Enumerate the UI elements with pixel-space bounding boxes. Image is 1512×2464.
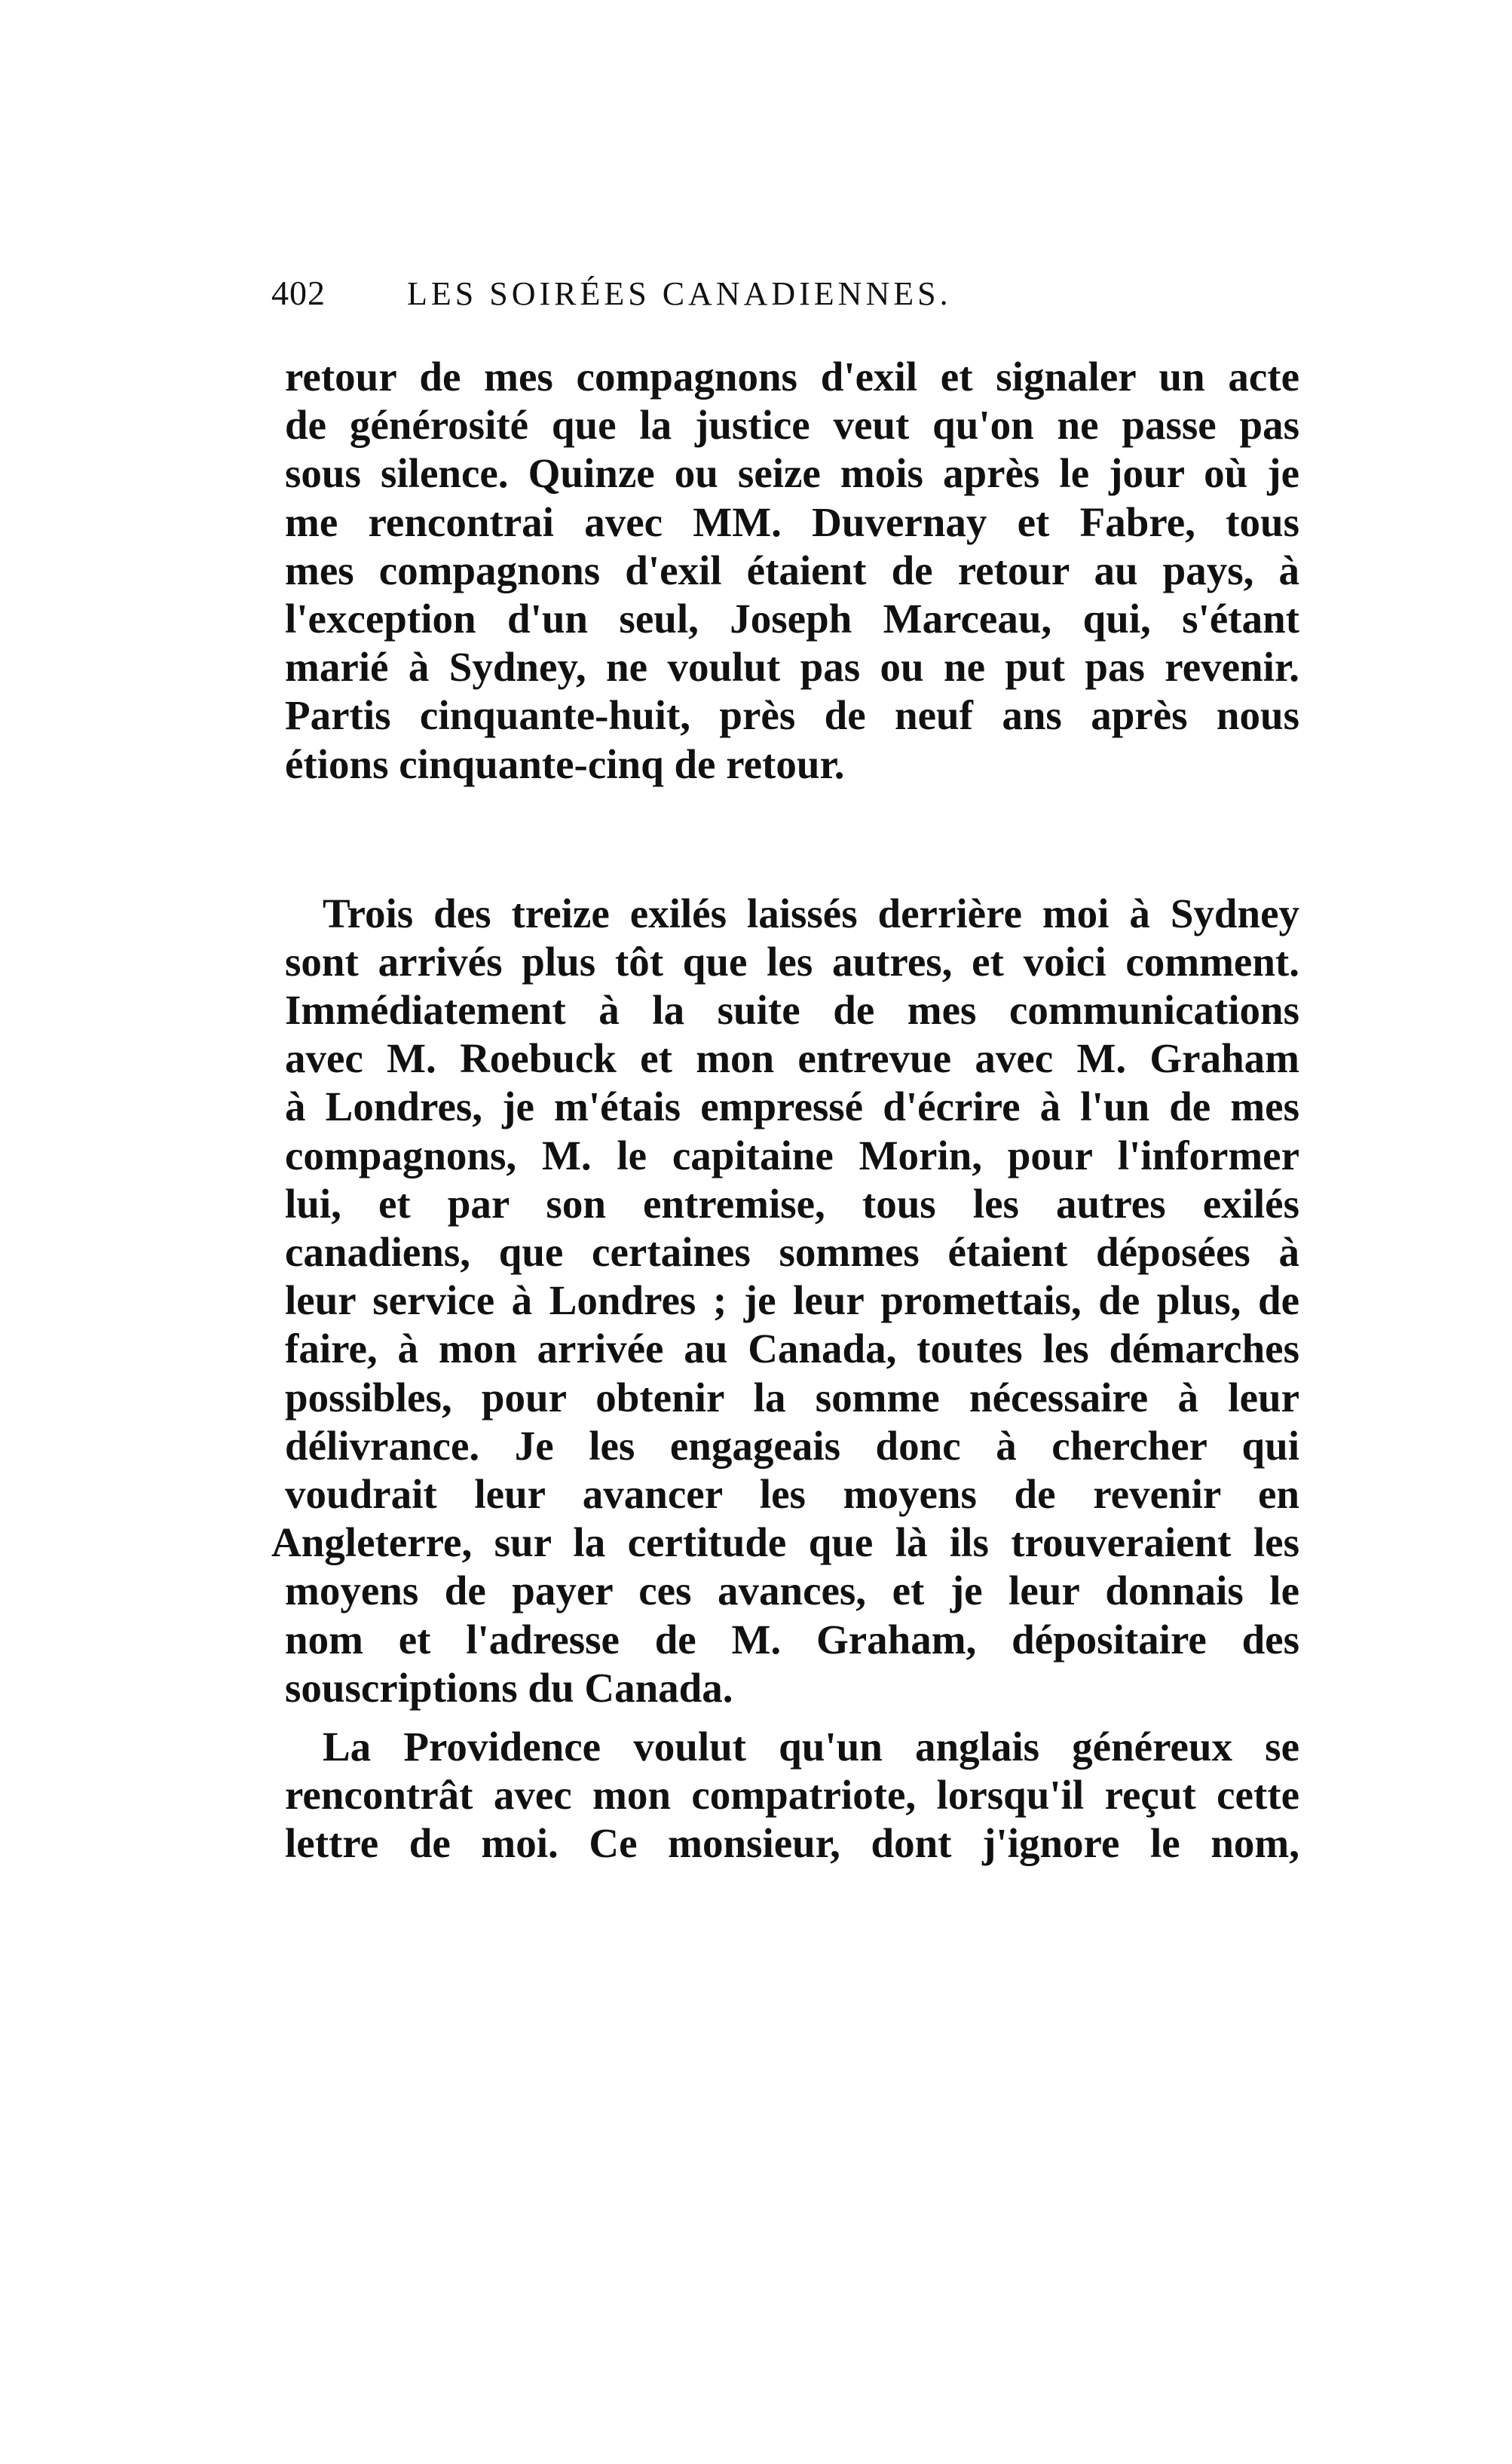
paragraph-spacer [285,1712,1299,1723]
text-line: moyens de payer ces avances, et je leur donnais le [285,1568,1299,1614]
text-line: retour de mes compagnons d'exil et signaler un acte [285,354,1299,400]
paragraph-spacer [285,789,1299,890]
text-line: mes compagnons d'exil étaient de retour au pays, à [285,547,1299,593]
paragraph [271,890,1299,1712]
text-line: souscriptions du Canada. [285,1664,733,1711]
text-line: possibles, pour obtenir la somme nécessaire à leur [285,1374,1299,1420]
text-line: délivrance. Je les engageais donc à chercher qui [285,1422,1299,1469]
text-line: Partis cinquante-huit, près de neuf ans après nous [285,692,1299,739]
text-line: sont arrivés plus tôt que les autres, et voici comment. [285,938,1299,985]
text-line: me rencontrai avec MM. Duvernay et Fabre, tous [285,498,1299,545]
text-line: leur service à Londres ; je leur promettais, de plus, de [285,1277,1299,1324]
text-line: lui, et par son entremise, tous les autres exilés [285,1180,1299,1227]
text-line: Immédiatement à la suite de mes communications [285,987,1299,1034]
text-line: nom et l'adresse de M. Graham, dépositaire des [285,1616,1299,1663]
text-line: La Providence voulut qu'un anglais généreux se [323,1723,1299,1770]
text-line: sous silence. Quinze ou seize mois après le jour où je [285,450,1299,497]
text-line: avec M. Roebuck et mon entrevue avec M. Graham [285,1035,1299,1082]
text-line: marié à Sydney, ne voulut pas ou ne put pas revenir. [285,644,1299,691]
text-line: Trois des treize exilés laissés derrière moi à Sydney [323,890,1299,936]
text-line: compagnons, M. le capitaine Morin, pour l'informer [285,1132,1299,1178]
text-line: l'exception d'un seul, Joseph Marceau, qui, s'étant [285,595,1299,642]
paragraph-continuation [285,353,1299,789]
text-line: faire, à mon arrivée au Canada, toutes les démarches [285,1325,1299,1372]
text-line: rencontrât avec mon compatriote, lorsqu'il reçut cette [285,1772,1299,1819]
running-title: LES SOIRÉES CANADIENNES. [407,275,952,312]
page-number: 402 [271,274,326,312]
text-line: Angleterre, sur la certitude que là ils trouveraient les [271,1519,1299,1566]
text-line: étions cinquante-cinq de retour. [285,740,845,787]
text-line: voudrait leur avancer les moyens de revenir en [285,1470,1299,1517]
text-line: à Londres, je m'étais empressé d'écrire à l'un de mes [285,1083,1299,1130]
text-line: canadiens, que certaines sommes étaient déposées à [285,1229,1299,1275]
body-text [271,353,1299,1868]
text-line: de générosité que la justice veut qu'on ne passe pas [285,402,1299,449]
text-line: lettre de moi. Ce monsieur, dont j'ignore le nom, [285,1820,1299,1867]
running-head [271,273,1244,318]
paragraph [285,1723,1299,1868]
